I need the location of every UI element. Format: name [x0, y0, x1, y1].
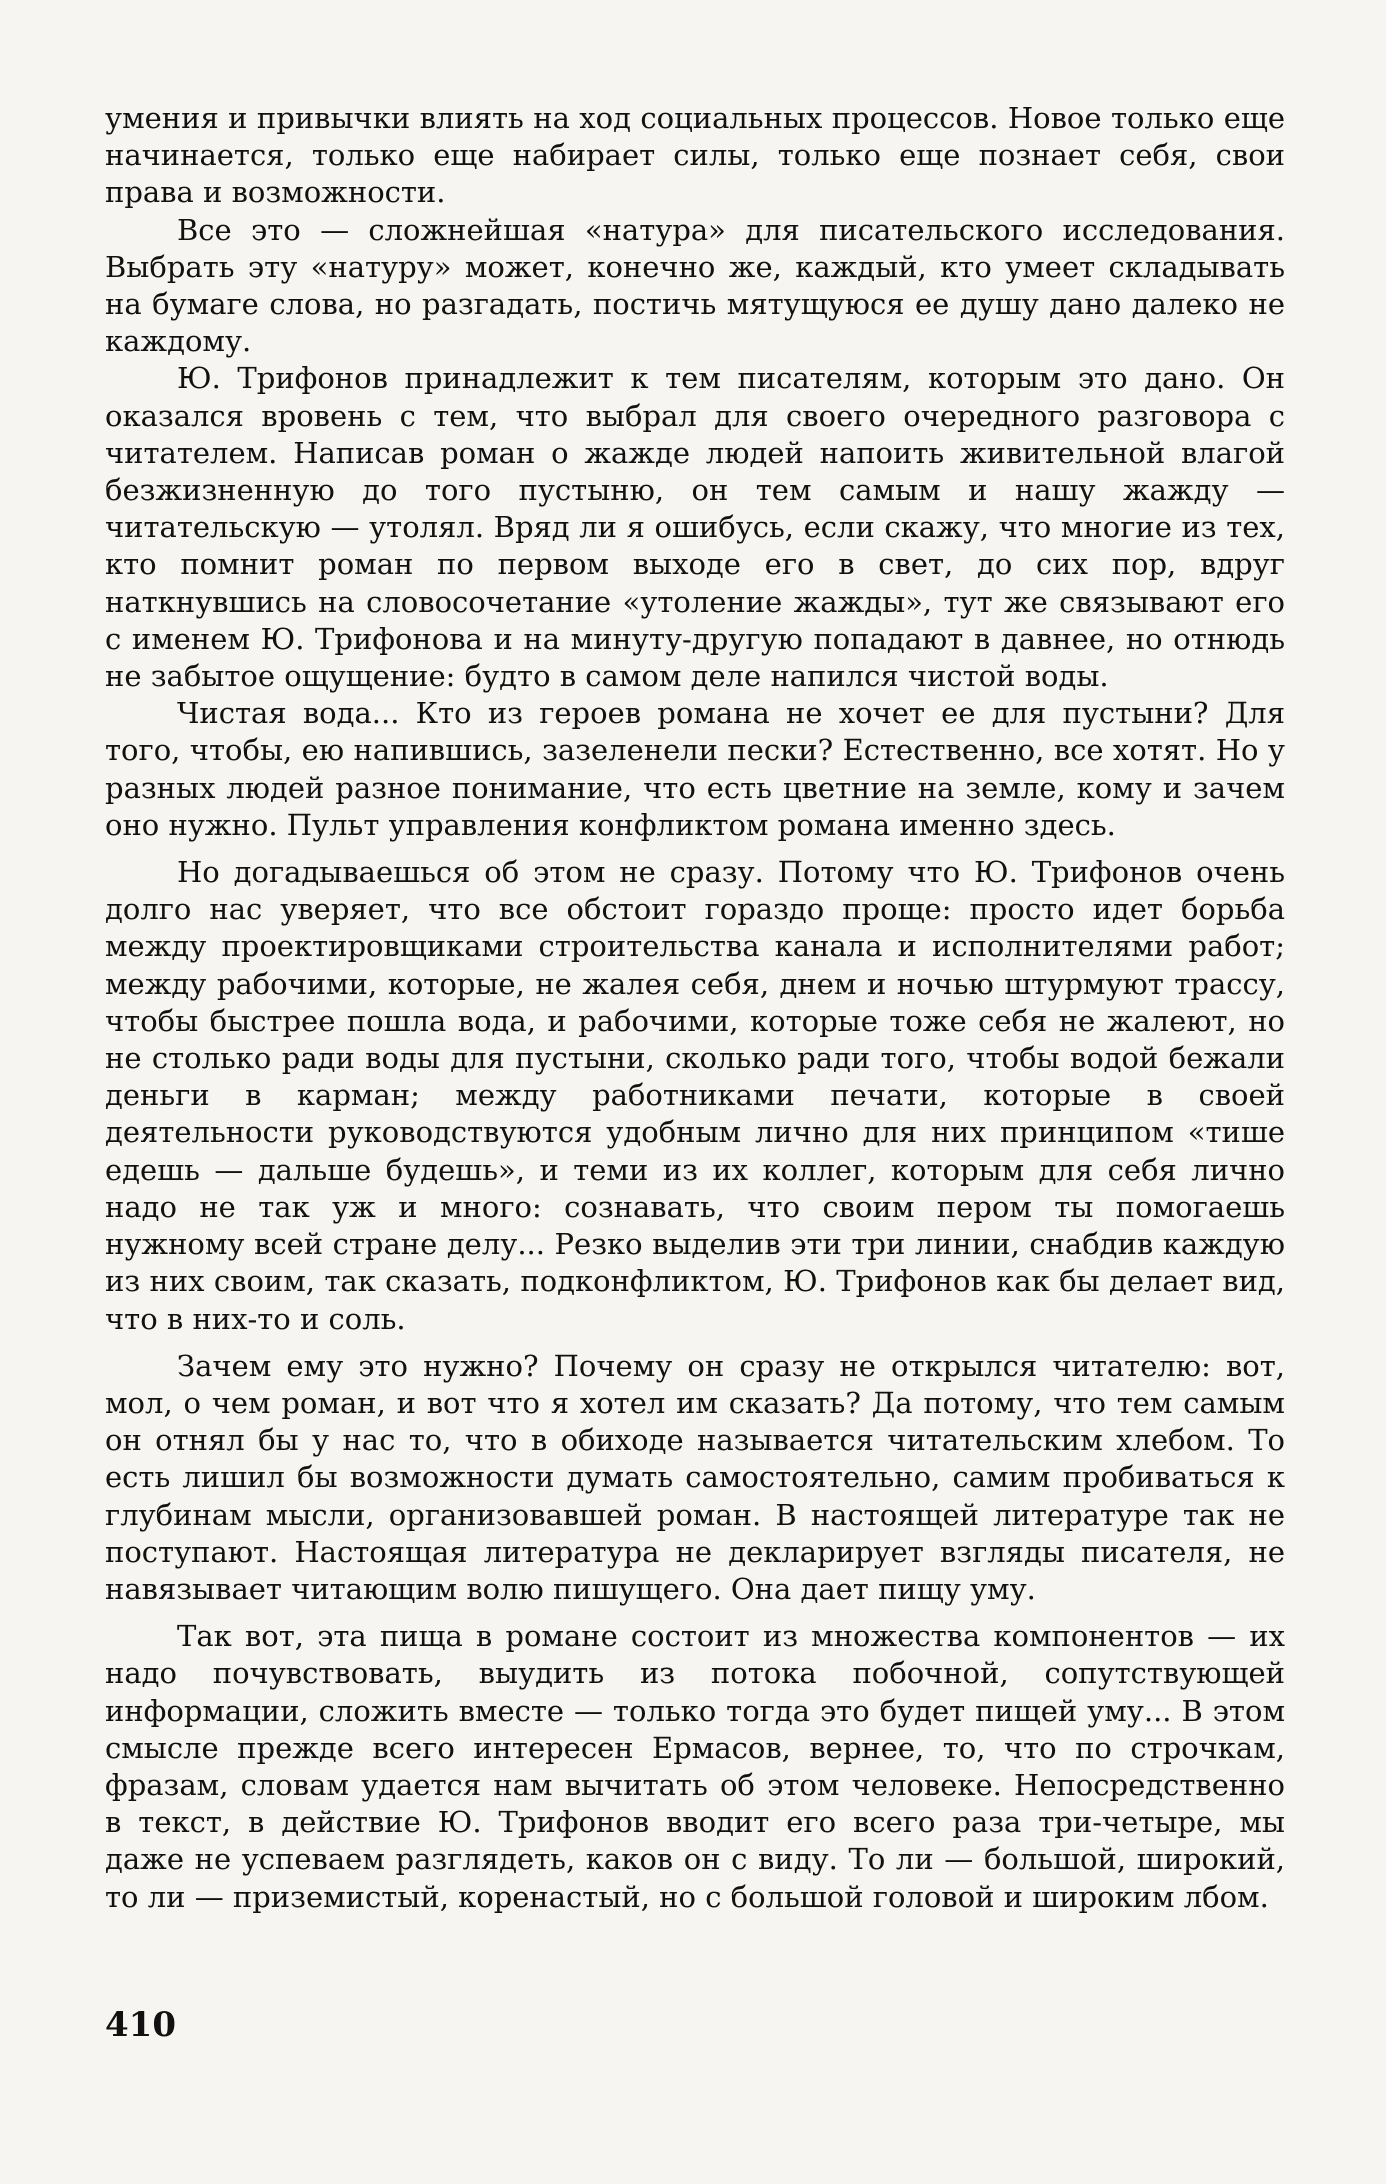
- paragraph-6: Зачем ему это нужно? Почему он сразу не открылся читателю: вот, мол, о чем роман, и вот что я хотел им сказать? Да потому, что тем самым он отнял бы у нас то, что в обиходе называется читательским хлебом. То есть лишил бы возможности думать самостоятельно, самим пробиваться к глубинам мысли, организовавшей роман. В настоящей литературе так не поступают. Настоящая литература не декларирует взгляды писателя, не навязывает читающим волю пишущего. Она дает пищу уму.: [105, 1348, 1285, 1606]
- book-page: [105, 100, 1285, 2060]
- paragraph-2: Все это — сложнейшая «натура» для писательского исследования. Выбрать эту «натуру» может, конечно же, каждый, кто умеет складывать на бумаге слова, но разгадать, постичь мятущуюся ее душу дано далеко не каждому.: [105, 212, 1285, 359]
- paragraph-7: Так вот, эта пища в романе состоит из множества компонентов — их надо почувствовать, выудить из потока побочной, сопутствующей информации, сложить вместе — только тогда это будет пищей уму... В этом смысле прежде всего интересен Ермасов, вернее, то, что по строчкам, фразам, словам удается нам вычитать об этом человеке. Непосредственно в текст, в действие Ю. Трифонов вводит его всего раза три-четыре, мы даже не успеваем разглядеть, каков он с виду. То ли — большой, широкий, то ли — приземистый, коренастый, но с большой головой и широким лбом.: [105, 1619, 1285, 1914]
- page-number: 410: [105, 2005, 176, 2045]
- text-body: [105, 100, 1285, 1916]
- paragraph-5: Но догадываешься об этом не сразу. Потому что Ю. Трифонов очень долго нас уверяет, что все обстоит гораздо проще: просто идет борьба между проектировщиками строительства канала и исполнителями работ; между рабочими, которые, не жалея себя, днем и ночью штурмуют трассу, чтобы быстрее пошла вода, и рабочими, которые тоже себя не жалеют, но не столько ради воды для пустыни, сколько ради того, чтобы водой бежали деньги в карман; между работниками печати, которые в своей деятельности руководствуются удобным лично для них принципом «тише едешь — дальше будешь», и теми из их коллег, которым для себя лично надо не так уж и много: сознавать, что своим пером ты помогаешь нужному всей стране делу... Резко выделив эти три линии, снабдив каждую из них своим, так сказать, подконфликтом, Ю. Трифонов как бы делает вид, что в них-то и соль.: [105, 855, 1285, 1336]
- paragraph-4: Чистая вода... Кто из героев романа не хочет ее для пустыни? Для того, чтобы, ею напившись, зазеленели пески? Естественно, все хотят. Но у разных людей разное понимание, что есть цветние на земле, кому и зачем оно нужно. Пульт управления конфликтом романа именно здесь.: [105, 696, 1285, 842]
- paragraph-3: Ю. Трифонов принадлежит к тем писателям, которым это дано. Он оказался вровень с тем, что выбрал для своего очередного разговора с читателем. Написав роман о жажде людей напоить живительной влагой безжизненную до того пустыню, он тем самым и нашу жажду — читательскую — утолял. Вряд ли я ошибусь, если скажу, что многие из тех, кто помнит роман по первом выходе его в свет, до сих пор, вдруг наткнувшись на словосочетание «утоление жажды», тут же связывают его с именем Ю. Трифонова и на минуту-другую попадают в давнее, но отнюдь не забытое ощущение: будто в самом деле напился чистой воды.: [105, 361, 1285, 694]
- paragraph-1: умения и привычки влиять на ход социальных процессов. Новое только еще начинается, только еще набирает силы, только еще познает себя, свои права и возможности.: [105, 101, 1285, 210]
